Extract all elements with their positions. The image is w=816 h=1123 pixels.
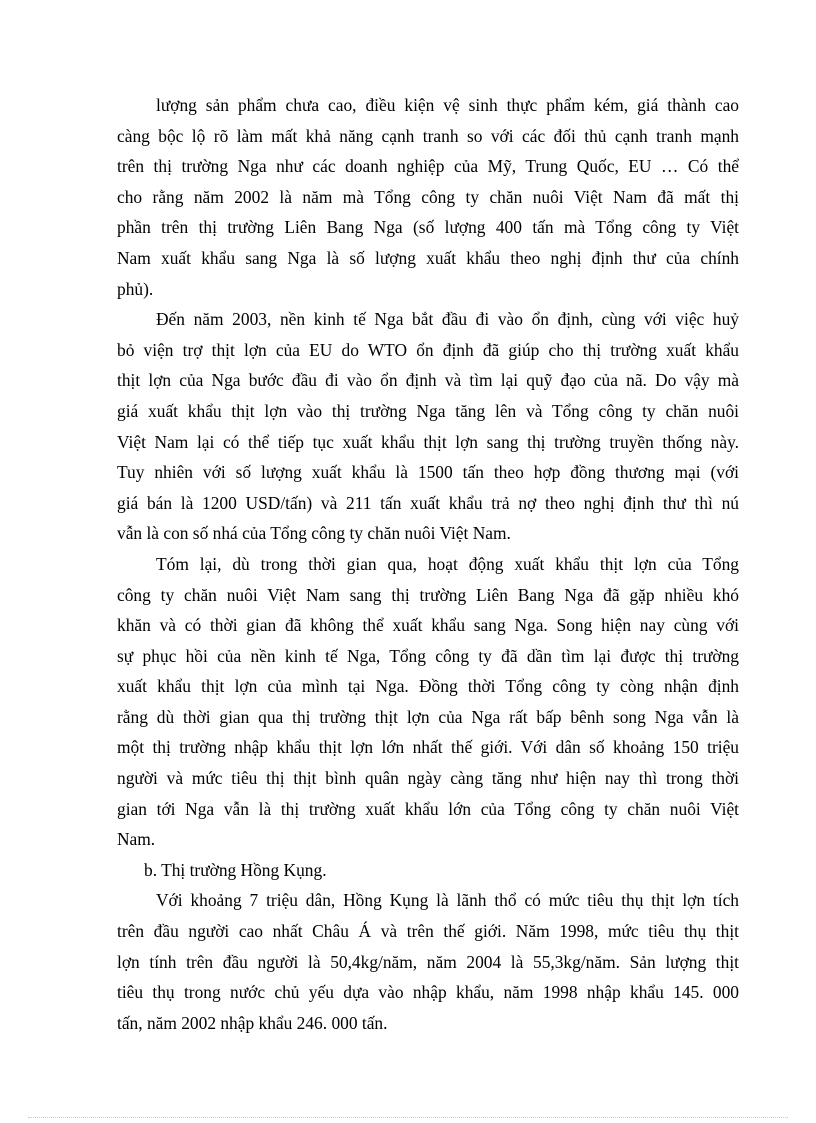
text-line: phủ). — [117, 278, 154, 299]
text-line: lượng sản phẩm chưa cao, điều kiện vệ sinh thực phẩm kém, giá thành cao — [156, 95, 739, 115]
text-line: giá xuất khẩu thịt lợn vào thị trường Nga tăng lên và Tổng công ty chăn nuôi — [117, 400, 739, 421]
text-line: trên đầu người cao nhất Châu Á và trên thế giới. Năm 1998, mức tiêu thụ thịt — [117, 921, 739, 942]
text-line: giá bán là 1200 USD/tấn) và 211 tấn xuất khẩu trả nợ theo nghị định thư thì nú — [117, 492, 739, 513]
text-line: phần trên thị trường Liên Bang Nga (số lượng 400 tấn mà Tổng công ty Việt — [117, 217, 739, 238]
text-line: khăn và có thời gian đã không thể xuất khẩu sang Nga. Song hiện nay cùng với — [117, 615, 739, 636]
text-line: tiêu thụ trong nước chủ yếu dựa vào nhập khẩu, năm 1998 nhập khẩu 145. 000 — [117, 982, 739, 1003]
text-line: vẫn là con số nhá của Tổng công ty chăn nuôi Việt Nam. — [117, 523, 511, 544]
text-line: Tóm lại, dù trong thời gian qua, hoạt động xuất khẩu thịt lợn của Tổng — [156, 553, 739, 574]
text-line: càng bộc lộ rõ làm mất khả năng cạnh tranh so với các đối thủ cạnh tranh mạnh — [117, 125, 739, 146]
text-line: sự phục hồi của nền kinh tế Nga, Tổng công ty đã dần tìm lại được thị trường — [117, 645, 739, 666]
text-line: bỏ viện trợ thịt lợn của EU do WTO ổn định đã giúp cho thị trường xuất khẩu — [117, 339, 739, 360]
text-line: Đến năm 2003, nền kinh tế Nga bắt đầu đi vào ổn định, cùng với việc huỷ — [156, 309, 739, 330]
text-line: Với khoảng 7 triệu dân, Hồng Kụng là lãnh thổ có mức tiêu thụ thịt lợn tích — [156, 890, 739, 911]
text-line: rằng dù thời gian qua thị trường thịt lợn của Nga rất bấp bênh song Nga vẫn là — [117, 706, 739, 727]
text-line: b. Thị trường Hồng Kụng. — [144, 859, 327, 880]
text-line: Nam xuất khẩu sang Nga là số lượng xuất khẩu theo nghị định thư của chính — [117, 247, 739, 268]
text-line: xuất khẩu thịt lợn của mình tại Nga. Đồng thời Tổng công ty còng nhận định — [117, 676, 739, 697]
text-line: lợn tính trên đầu người là 50,4kg/năm, năm 2004 là 55,3kg/năm. Sản lượng thịt — [117, 951, 739, 972]
text-line: người và mức tiêu thị thịt bình quân ngày càng tăng như hiện nay thì trong thời — [117, 768, 739, 789]
page-bottom-divider — [28, 1117, 788, 1118]
text-line: trên thị trường Nga như các doanh nghiệp của Mỹ, Trung Quốc, EU … Có thể — [117, 156, 739, 177]
text-line: Nam. — [117, 829, 156, 850]
text-line: Việt Nam lại có thể tiếp tục xuất khẩu thịt lợn sang thị trường truyền thống này. — [117, 431, 739, 452]
text-line: gian tới Nga vẫn là thị trường xuất khẩu lớn của Tổng công ty chăn nuôi Việt — [117, 798, 739, 819]
text-line: thịt lợn của Nga bước đầu đi vào ổn định và tìm lại quỹ đạo của nã. Do vậy mà — [117, 370, 739, 391]
text-line: Tuy nhiên với số lượng xuất khẩu là 1500 tấn theo hợp đồng thương mại (với — [117, 462, 739, 483]
text-line: cho rằng năm 2002 là năm mà Tổng công ty chăn nuôi Việt Nam đã mất thị — [117, 186, 739, 207]
text-line: tấn, năm 2002 nhập khẩu 246. 000 tấn. — [117, 1012, 388, 1033]
text-line: một thị trường nhập khẩu thịt lợn lớn nhất thế giới. Với dân số khoảng 150 triệu — [117, 737, 739, 758]
document-body — [117, 90, 739, 1038]
text-line: công ty chăn nuôi Việt Nam sang thị trường Liên Bang Nga đã gặp nhiều khó — [117, 584, 739, 605]
